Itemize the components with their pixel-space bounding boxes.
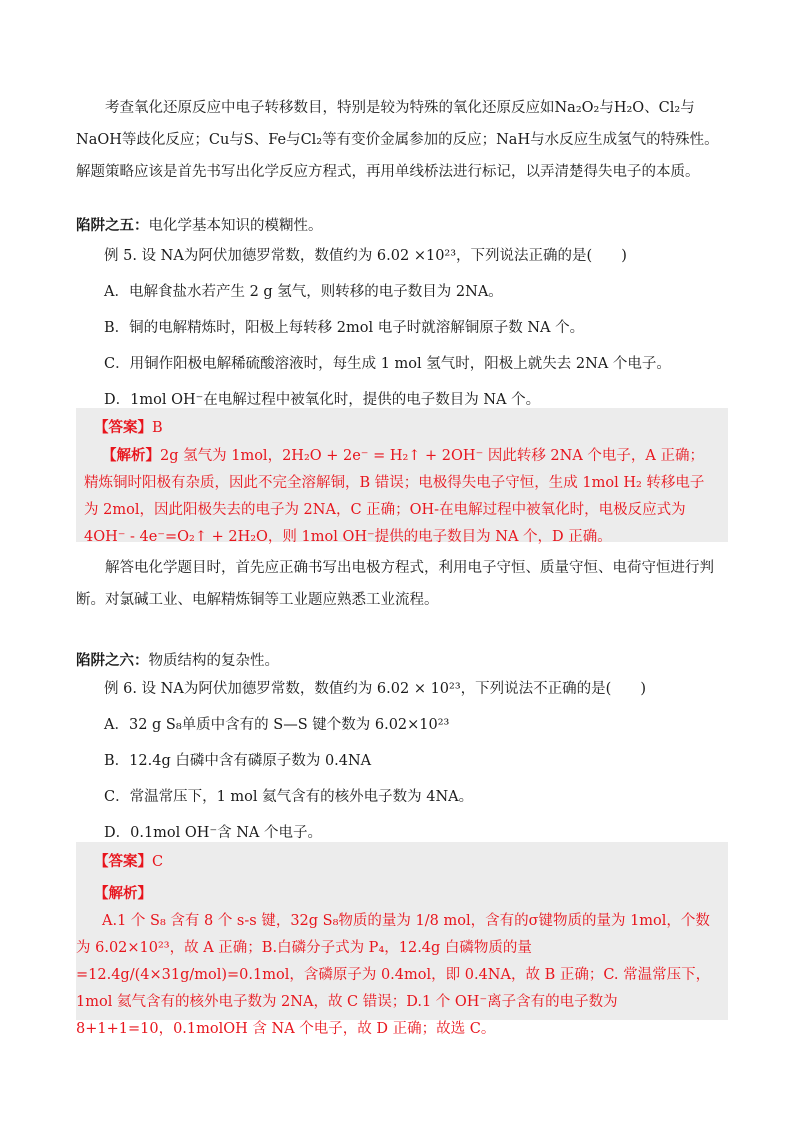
trap5-option-b: B．铜的电解精炼时，阳极上每转移 2mol 电子时就溶解铜原子数 NA 个。 (104, 320, 585, 336)
answer-label: 【答案】 (94, 419, 152, 436)
intro-paragraph: 考查氧化还原反应中电子转移数目，特别是较为特殊的氧化还原反应如Na₂O₂与H₂O、Cl₂与NaOH等歧化反应；Cu与S、Fe与Cl₂等有变价金属参加的反应；NaH与水反应生成氢气的特殊性。解题策略应该是首先书写出化学反应方程式，再用单线桥法进行标记，以弄清楚得失电子的本质。 (76, 100, 719, 180)
trap5-summary: 解答电化学题目时，首先应正确书写出电极方程式，利用电子守恒、质量守恒、电荷守恒进行判断。对氯碱工业、电解精炼铜等工业题应熟悉工业流程。 (76, 560, 714, 608)
analysis-label: 【解析】 (102, 447, 160, 464)
analysis-label: 【解析】 (94, 885, 152, 902)
trap6-option-c: C．常温常压下，1 mol 氦气含有的核外电子数为 4NA。 (104, 789, 474, 805)
trap6-subtitle: 物质结构的复杂性。 (148, 653, 279, 669)
trap5-subtitle: 电化学基本知识的模糊性。 (148, 218, 323, 234)
trap5-answer-box (76, 408, 728, 545)
trap6-analysis: A.1 个 S₈ 含有 8 个 s-s 键，32g S₈物质的量为 1/8 mol，含有的σ键物质的量为 1mol，个数为 6.02×10²³，故 A 正确；B.白磷分子式为 P₄，12.4g 白磷物质的量=12.4g/(4×31g/mol)=0.1mol，含磷原子为 0.4mol，即 0.4NA，故 B 正确；C. 常温常压下，1mol 氦气含有的核外电子数为 2NA，故 C 错误；D.1 个 OH⁻离子含有的电子数为 8+1+1=10，0.1molOH 含 NA 个电子，故 D 正确；故选 C。 (76, 913, 711, 1037)
answer-value: B (152, 420, 163, 436)
trap6-analysis-label (94, 880, 718, 908)
trap5-option-c: C．用铜作阳极电解稀硫酸溶液时，每生成 1 mol 氢气时，阳极上就失去 2NA 个电子。 (104, 356, 671, 372)
trap5-option-d: D．1mol OH⁻在电解过程中被氧化时，提供的电子数目为 NA 个。 (104, 392, 541, 408)
trap5-heading (76, 210, 728, 242)
trap6-answer-box (76, 842, 728, 1037)
trap6-question: 例 6. 设 NA为阿伏加德罗常数，数值约为 6.02 × 10²³，下列说法不正确的是( ) (104, 681, 646, 697)
trap5-answer (94, 414, 718, 442)
trap6-heading (76, 645, 728, 677)
trap5-title: 陷阱之五： (76, 217, 149, 234)
trap5-option-a: A．电解食盐水若产生 2 g 氢气，则转移的电子数目为 2NA。 (104, 284, 503, 300)
trap6-option-d: D．0.1mol OH⁻含 NA 个电子。 (104, 825, 322, 841)
trap5-analysis (76, 442, 718, 551)
trap5-question: 例 5. 设 NA为阿伏加德罗常数，数值约为 6.02 ×10²³，下列说法正确的是( ) (104, 248, 627, 264)
answer-label: 【答案】 (94, 853, 152, 870)
trap6-answer (94, 848, 718, 876)
analysis-text: 2g 氢气为 1mol，2H₂O + 2e⁻ = H₂↑ + 2OH⁻ 因此转移 2NA 个电子，A 正确；精炼铜时阳极有杂质，因此不完全溶解铜，B 错误；电极得失电子守恒，生成 1mol H₂ 转移电子为 2mol，因此阳极失去的电子为 2NA，C 正确；OH-在电解过程中被氧化时，电极反应式为 4OH⁻ - 4e⁻=O₂↑ + 2H₂O，则 1mol OH⁻提供的电子数目为 NA 个，D 正确。 (84, 448, 705, 545)
trap6-title: 陷阱之六： (76, 652, 149, 669)
trap6-option-b: B．12.4g 白磷中含有磷原子数为 0.4NA (104, 753, 372, 769)
answer-value: C (152, 854, 164, 870)
trap6-option-a: A．32 g S₈单质中含有的 S—S 键个数为 6.02×10²³ (104, 717, 450, 733)
